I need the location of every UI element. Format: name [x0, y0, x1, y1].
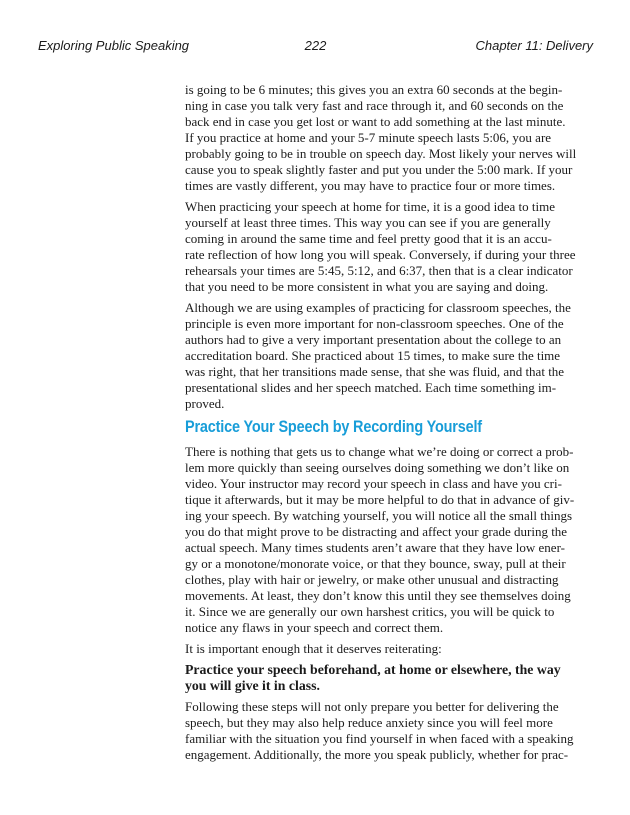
paragraph-practice-three-times: When practicing your speech at home for time, it is a good idea to time yourself at least three times. This way you can see if you are generally coming in around the same time and feel pretty good that it is an accu- rate reflection of how long you will speak. Conversely, if during your three rehearsals your times are 5:45, 5:12, and 6:37, then that is a clear indicator that you need to be more consistent in what you are saying and doing. [185, 199, 576, 294]
running-head-book-title: Exploring Public Speaking [38, 38, 190, 53]
paragraph-reiterating: It is important enough that it deserves reiterating: [185, 641, 442, 656]
paragraph-recording-yourself: There is nothing that gets us to change what we’re doing or correct a prob- lem more quickly than seeing ourselves doing something we don’t like on video. Your instructor may record your speech in class and have you cri- tique it afterwards, but it may be more helpful to do that in advance of giv- ing your speech. By watching yourself, you will notice all the small things you do that might prove to be distracting and affect your grade during the actual speech. Many times students aren’t aware that they have low ener- gy or a monotone/monorate voice, or that they bounce, sway, pull at their clothes, play with hair or jewelry, or make other unusual and distracting movements. At least, they don’t know this until they see themselves doing it. Since we are generally our own harshest critics, you will be quick to notice any flaws in your speech and correct them. [185, 444, 575, 635]
text-column [185, 82, 603, 768]
paragraph-non-classroom-speeches: Although we are using examples of practicing for classroom speeches, the principle is even more important for non-classroom speeches. One of the authors had to give a very important presentation about the college to an accreditation board. She practiced about 15 times, to make sure the time was right, that her transitions made sense, that she was fluid, and that the presentational slides and her speech matched. Each time something im- proved. [185, 300, 571, 411]
running-head-chapter-title: Chapter 11: Delivery [475, 38, 594, 53]
paragraph-following-steps: Following these steps will not only prepare you better for delivering the speech, but they may also help reduce anxiety since you will feel more familiar with the situation you find yourself in when faced with a speaking engagement. Additionally, the more you speak publicly, whether for prac- [185, 699, 574, 762]
page-number: 222 [304, 38, 327, 53]
paragraph-timing-buffer: is going to be 6 minutes; this gives you an extra 60 seconds at the begin- ning in case you talk very fast and race through it, and 60 seconds on the back end in case you get lost or want to add something at the last minute. If you practice at home and your 5-7 minute speech lasts 5:06, you are probably going to be in trouble on speech day. Most likely your nerves will cause you to speak slightly faster and put you under the 5:00 mark. If your times are vastly different, you may have to practice four or more times. [185, 82, 577, 193]
section-heading-recording-yourself: Practice Your Speech by Recording Yourself [185, 417, 482, 436]
callout-practice-beforehand: Practice your speech beforehand, at home or elsewhere, the way you will give it in class. [185, 662, 561, 693]
page-header [38, 38, 593, 53]
